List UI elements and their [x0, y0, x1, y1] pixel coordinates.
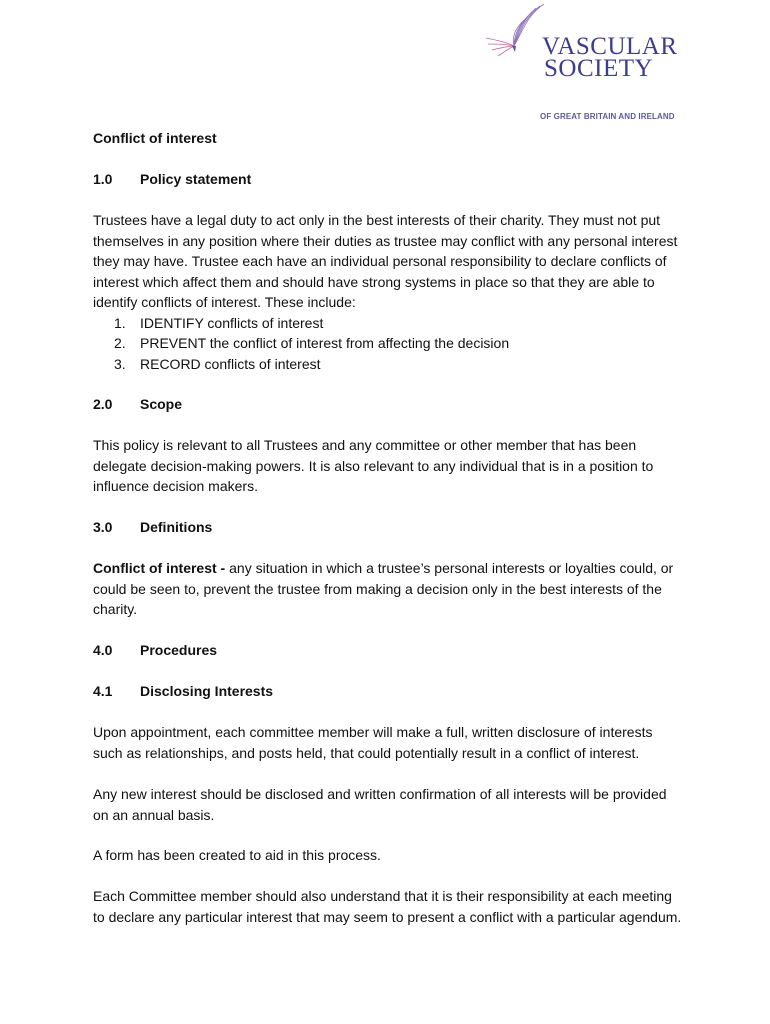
disclosure-paragraph-4: Each Committee member should also understand that it is their responsibility at each meeting to declare any particular interest that may seem to present a conflict with a particular agendum.: [93, 888, 682, 925]
section-heading-4-0: [93, 640, 217, 661]
vascular-society-logo: [484, 2, 684, 124]
list-item: 3. RECORD conflicts of interest: [114, 355, 321, 372]
disclosure-paragraph-3: A form has been created to aid in this process.: [93, 847, 381, 863]
butterfly-logo-icon: [484, 2, 546, 62]
definition-text: any situation in which a trustee’s personal interests or loyalties could, or could be seen to, prevent the trustee from making a decision only in the best interests of the charity.: [93, 560, 674, 617]
disclosure-paragraph-2: Any new interest should be disclosed and written confirmation of all interests will be provided on an annual basis.: [93, 786, 667, 823]
policy-text: Trustees have a legal duty to act only in the best interests of their charity. They must not put themselves in any position where their duties as trustee may conflict with any personal interest they may have. Trustee each have an individual personal responsibility to declare conflicts of interest which affect them and should have strong systems in place so that they are able to identify conflicts of interest. These include:: [93, 212, 678, 310]
section-number: 2.0: [93, 396, 113, 412]
section-title: Procedures: [140, 642, 218, 658]
section-number: 4.0: [93, 642, 113, 658]
section-title: Policy statement: [140, 171, 252, 187]
definition-term: Conflict of interest -: [93, 560, 226, 576]
section-heading-1-0: [93, 169, 251, 190]
definition-paragraph: [93, 558, 683, 620]
disclosure-paragraph-1: Upon appointment, each committee member will make a full, written disclosure of interests such as relationships, and posts held, that could potentially result in a conflict of interest.: [93, 724, 653, 761]
logo-line-vascular: VASCULAR: [542, 33, 678, 60]
section-number: 1.0: [93, 171, 113, 187]
section-title: Definitions: [140, 519, 213, 535]
logo-subtitle: OF GREAT BRITAIN AND IRELAND: [540, 112, 675, 121]
policy-paragraph: [93, 210, 683, 374]
section-title: Scope: [140, 396, 183, 412]
document-title: Conflict of interest: [93, 130, 217, 146]
policy-list: [93, 313, 683, 375]
list-item: 2. PREVENT the conflict of interest from affecting the decision: [114, 335, 510, 351]
section-title: Disclosing Interests: [140, 683, 274, 699]
list-item: 1. IDENTIFY conflicts of interest: [114, 314, 324, 331]
section-number: 4.1: [93, 683, 113, 699]
section-heading-3-0: [93, 517, 212, 538]
section-heading-4-1: [93, 681, 273, 702]
logo-line-society: SOCIETY: [544, 55, 654, 82]
section-number: 3.0: [93, 519, 113, 535]
section-heading-2-0: [93, 394, 182, 415]
scope-paragraph: This policy is relevant to all Trustees and any committee or other member that has been delegate decision-making powers. It is also relevant to any individual that is in a position to influence decision makers.: [93, 437, 654, 494]
